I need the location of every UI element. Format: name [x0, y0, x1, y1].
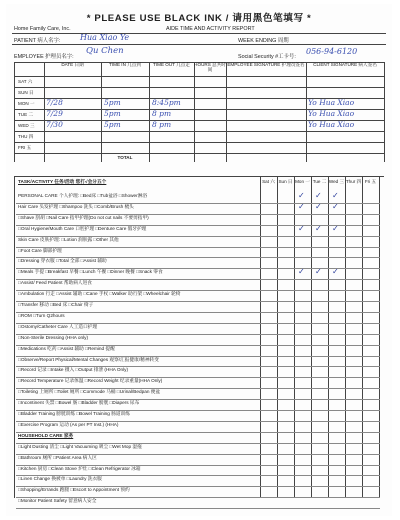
task-row-divider — [16, 508, 380, 509]
day-label: THU 四 — [18, 134, 34, 139]
task-line: □Assist/ Feed Patient 帮助病人进食 — [18, 280, 92, 286]
task-line: □ROM □Turn Q2hours — [18, 312, 65, 318]
day-col-tue: Tue 二 — [312, 179, 327, 184]
week-ending-label: WEEK ENDING 周期 — [238, 38, 289, 44]
task-line: □Linen Change 换被单 □Laundry 洗衣服 — [18, 476, 102, 482]
time-out-field[interactable]: 8:45pm — [152, 98, 181, 107]
day-col-sun: Sun 日 — [278, 179, 293, 184]
col-hours-header: HOURS 总共时间 — [194, 62, 226, 72]
task-line: □Meals 手提 □Breakfast 早餐 □Lunch 午餐 □Dinner 晚餐 □Snack 零食 — [18, 269, 163, 275]
day-col-thur: Thur 四 — [345, 179, 362, 184]
col-time-in-header: TIME IN 几点到 — [109, 62, 141, 67]
checkmark-icon[interactable]: ✓ — [332, 191, 339, 200]
time-date-field[interactable]: 7/28 — [46, 98, 63, 107]
checkmark-icon[interactable]: ✓ — [315, 201, 322, 211]
time-client-field[interactable]: Yo Hua Xiao — [308, 109, 355, 118]
patient-label: PATIENT 病人名字: — [14, 38, 61, 44]
checkmark-icon[interactable]: ✓ — [332, 267, 339, 277]
task-line: □Shave 刮胡 □Nail Care 指甲护理(Do not cut nails 不要剪指甲) — [18, 214, 149, 220]
task-header: TASK/ACTIVITY 任务/活动 您打√会分五个 — [18, 179, 107, 184]
time-date-field[interactable]: 7/30 — [46, 120, 63, 129]
checkmark-icon[interactable]: ✓ — [315, 267, 322, 277]
ssn-field[interactable]: 056-94-6120 — [306, 47, 358, 56]
day-label: TUE 二 — [18, 112, 34, 117]
task-line: □Medications 吃药 □Assist 辅助 □Remind 提醒 — [18, 345, 115, 351]
task-line: □Ostomy/Catheter Care 人工造口护理 — [18, 323, 98, 329]
task-line: PERSONAL CARE 个人护理: □Bed床 □Tub盆浴 □Shower淋浴 — [18, 193, 148, 198]
time-date-field[interactable]: 7/29 — [46, 109, 63, 118]
day-label: MON 一 — [18, 101, 35, 106]
day-col-sat: Sat 六 — [262, 179, 275, 184]
day-label: SUN 日 — [18, 90, 34, 95]
day-col-fri: Fri 五 — [364, 179, 377, 184]
day-col-wed: Wed 三 — [328, 179, 345, 184]
task-line: □Transfer 移动 □Bed 床 □Chair 椅子 — [18, 302, 94, 307]
task-line: □Record 记录 □Intake 摄入 □Output 排泄 (HHA Only) — [18, 367, 129, 373]
time-client-field[interactable]: Yo Hua Xiao — [308, 120, 355, 129]
time-out-field[interactable]: 8 pm — [152, 120, 172, 129]
checkmark-icon[interactable]: ✓ — [298, 201, 305, 211]
employee-name-field[interactable]: Qu Chen — [86, 46, 124, 56]
time-row-divider — [14, 131, 384, 132]
time-row-divider — [14, 153, 384, 154]
task-line: □Shopping/Errands 跑腿 □Escort to Appointment 预约 — [18, 487, 130, 493]
day-col-mon: Mon 一 — [295, 179, 310, 184]
task-line: □Observe/Report Physical/Mental Changes 观察/汇报健康/精神转变 — [18, 356, 159, 362]
time-row-divider — [14, 142, 384, 143]
time-out-field[interactable]: 8 pm — [152, 109, 172, 118]
task-line: □Exercise Program 运动 (As per PT Inst.) (HHA) — [18, 421, 119, 427]
checkmark-icon[interactable]: ✓ — [298, 223, 305, 233]
day-label: SAT 六 — [18, 79, 33, 84]
task-line: □Non-Sterile Dressing (HHA only) — [18, 334, 89, 340]
checkmark-icon[interactable]: ✓ — [315, 223, 322, 233]
ssn-label: Social Security #工卡号: — [238, 54, 296, 60]
checkmark-icon[interactable]: ✓ — [332, 223, 339, 233]
task-line: □Dressing 穿衣服 □Total 全部 □Assist 辅助 — [18, 258, 107, 264]
time-client-field[interactable]: Yo Hua Xiao — [308, 98, 355, 107]
task-line: □Monitor Patient Safety 留意病人安全 — [18, 498, 97, 504]
checkmark-icon[interactable]: ✓ — [315, 191, 322, 200]
total-label: TOTAL — [117, 155, 133, 160]
col-client-signature-header: CLIENT SIGNATURE 病人签名 — [313, 62, 377, 67]
patient-name-field[interactable]: Hua Xiao Ye — [80, 33, 130, 42]
company-name: Home Family Care, Inc. — [14, 26, 71, 32]
task-line: □Incontinent 失禁 □Bowel 肠 □Bladder 膀胱 □Diapers 尿布 — [18, 400, 140, 406]
checkmark-icon[interactable]: ✓ — [332, 201, 339, 211]
task-line: □Toileting 上厕所 □Toilet 厕所 □Commode 马桶 □Urinal/Bedpan 便盆 — [18, 389, 161, 395]
day-label: FRI 五 — [18, 145, 32, 150]
col-date-header: DATE 日期 — [61, 62, 84, 67]
task-line: □Ambulation 行走 □Assist 辅助 □Cane 手杖 □Walker 助行架 □Wheelchair 轮椅 — [18, 291, 181, 297]
form-title: * PLEASE USE BLACK INK / 请用黑色笔填写 * — [86, 13, 312, 24]
time-row-divider — [14, 87, 384, 88]
task-line: Skin Care 皮肤护理: □Lotion 润肤露 □Other 其他 — [18, 236, 119, 242]
task-line: □Record Temperature 记录体温 □Record Weight 纪录重量(HHA Only) — [18, 378, 163, 384]
day-label: WED 三 — [18, 123, 35, 128]
time-in-field[interactable]: 5pm — [104, 98, 121, 107]
task-row-divider — [16, 312, 380, 313]
task-line: Hair Care 头发护理 □Shampoo 洗头 □Comb/Brush 梳头 — [18, 203, 134, 209]
employee-label: EMPLOYEE 护理员名字: — [14, 54, 74, 60]
task-line: □Bladder Training 膀胱训练 □Bowel Training 肠道训练 — [18, 411, 130, 416]
task-row-divider — [16, 247, 380, 248]
task-line: □Oral Hygiene/Mouth Care 口腔护理 □Denture Care 假牙护理 — [18, 225, 147, 231]
timesheet-page — [6, 4, 392, 516]
checkmark-icon[interactable]: ✓ — [298, 267, 305, 277]
task-line: □Bathroom 厕所 □Patient Area 病人区 — [18, 454, 97, 460]
col-employee-signature-header: EMPLOYEE SIGNATURE 护理员签名 — [227, 62, 305, 67]
report-title: AIDE TIME AND ACTIVITY REPORT — [166, 26, 255, 32]
checkmark-icon[interactable]: ✓ — [298, 191, 305, 200]
task-line: □Light Dusting 清尘 □Light Vacuuming 吸尘 □Wet Mop 湿拖 — [18, 443, 142, 449]
task-line: □Kitchen 厨房 □Clean Stove 炉灶 □Clean Refrigerator 冰箱 — [18, 465, 141, 471]
col-time-out-header: TIME OUT 几点走 — [153, 62, 190, 67]
time-in-field[interactable]: 5pm — [104, 109, 121, 118]
time-in-field[interactable]: 5pm — [104, 120, 121, 129]
task-line: □Foot Care 脚部护理 — [18, 247, 62, 253]
task-line: HOUSEHOLD CARE 家务 — [18, 432, 74, 438]
